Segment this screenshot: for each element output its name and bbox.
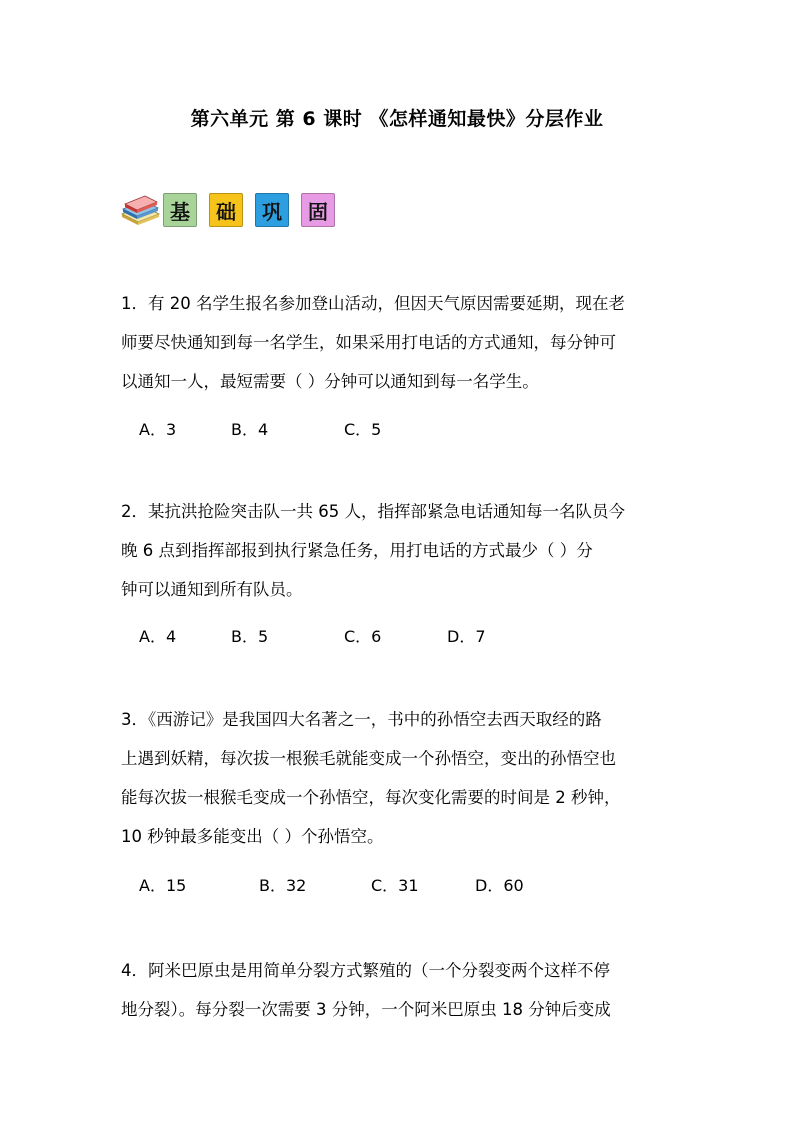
section-header-basic-consolidation <box>119 192 347 228</box>
option-b: B．4 <box>231 420 269 439</box>
question-line: 地分裂）。每分裂一次需要 3 分钟，一个阿米巴原虫 18 分钟后变成 <box>121 1000 611 1019</box>
option-c: C．5 <box>344 420 382 439</box>
question-3 <box>121 700 681 856</box>
option-a: A．4 <box>139 627 177 646</box>
question-4 <box>121 951 681 1029</box>
question-line: 上遇到妖精，每次拔一根猴毛就能变成一个孙悟空，变出的孙悟空也 <box>121 749 616 768</box>
question-line: 以通知一人，最短需要（ ）分钟可以通知到每一名学生。 <box>121 372 539 391</box>
question-line: 师要尽快通知到每一名学生，如果采用打电话的方式通知，每分钟可 <box>121 333 616 352</box>
option-d: D．7 <box>447 627 486 646</box>
section-tile: 基 <box>163 193 197 227</box>
question-line: 钟可以通知到所有队员。 <box>121 580 303 599</box>
option-b: B．5 <box>231 627 269 646</box>
option-c: C．6 <box>344 627 382 646</box>
section-tile: 巩 <box>255 193 289 227</box>
question-line: 晚 6 点到指挥部报到执行紧急任务，用打电话的方式最少（ ）分 <box>121 541 593 560</box>
section-tile: 固 <box>301 193 335 227</box>
page-title: 第六单元 第 6 课时 《怎样通知最快》分层作业 <box>190 108 604 130</box>
option-a: A．3 <box>139 420 177 439</box>
question-line: 10 秒钟最多能变出（ ）个孙悟空。 <box>121 827 384 846</box>
section-tile: 础 <box>209 193 243 227</box>
option-a: A．15 <box>139 876 187 895</box>
books-icon <box>119 192 161 228</box>
question-line: 能每次拔一根猴毛变成一个孙悟空，每次变化需要的时间是 2 秒钟， <box>121 788 621 807</box>
option-b: B．32 <box>259 876 307 895</box>
question-1 <box>121 284 681 401</box>
question-line: 4．阿米巴原虫是用简单分裂方式繁殖的（一个分裂变两个这样不停 <box>121 961 610 980</box>
question-line: 2．某抗洪抢险突击队一共 65 人，指挥部紧急电话通知每一名队员今 <box>121 502 625 521</box>
option-d: D．60 <box>475 876 524 895</box>
question-2 <box>121 492 681 609</box>
option-c: C．31 <box>371 876 419 895</box>
question-line: 3．《西游记》是我国四大名著之一，书中的孙悟空去西天取经的路 <box>121 710 602 729</box>
question-line: 1．有 20 名学生报名参加登山活动，但因天气原因需要延期，现在老 <box>121 294 625 313</box>
